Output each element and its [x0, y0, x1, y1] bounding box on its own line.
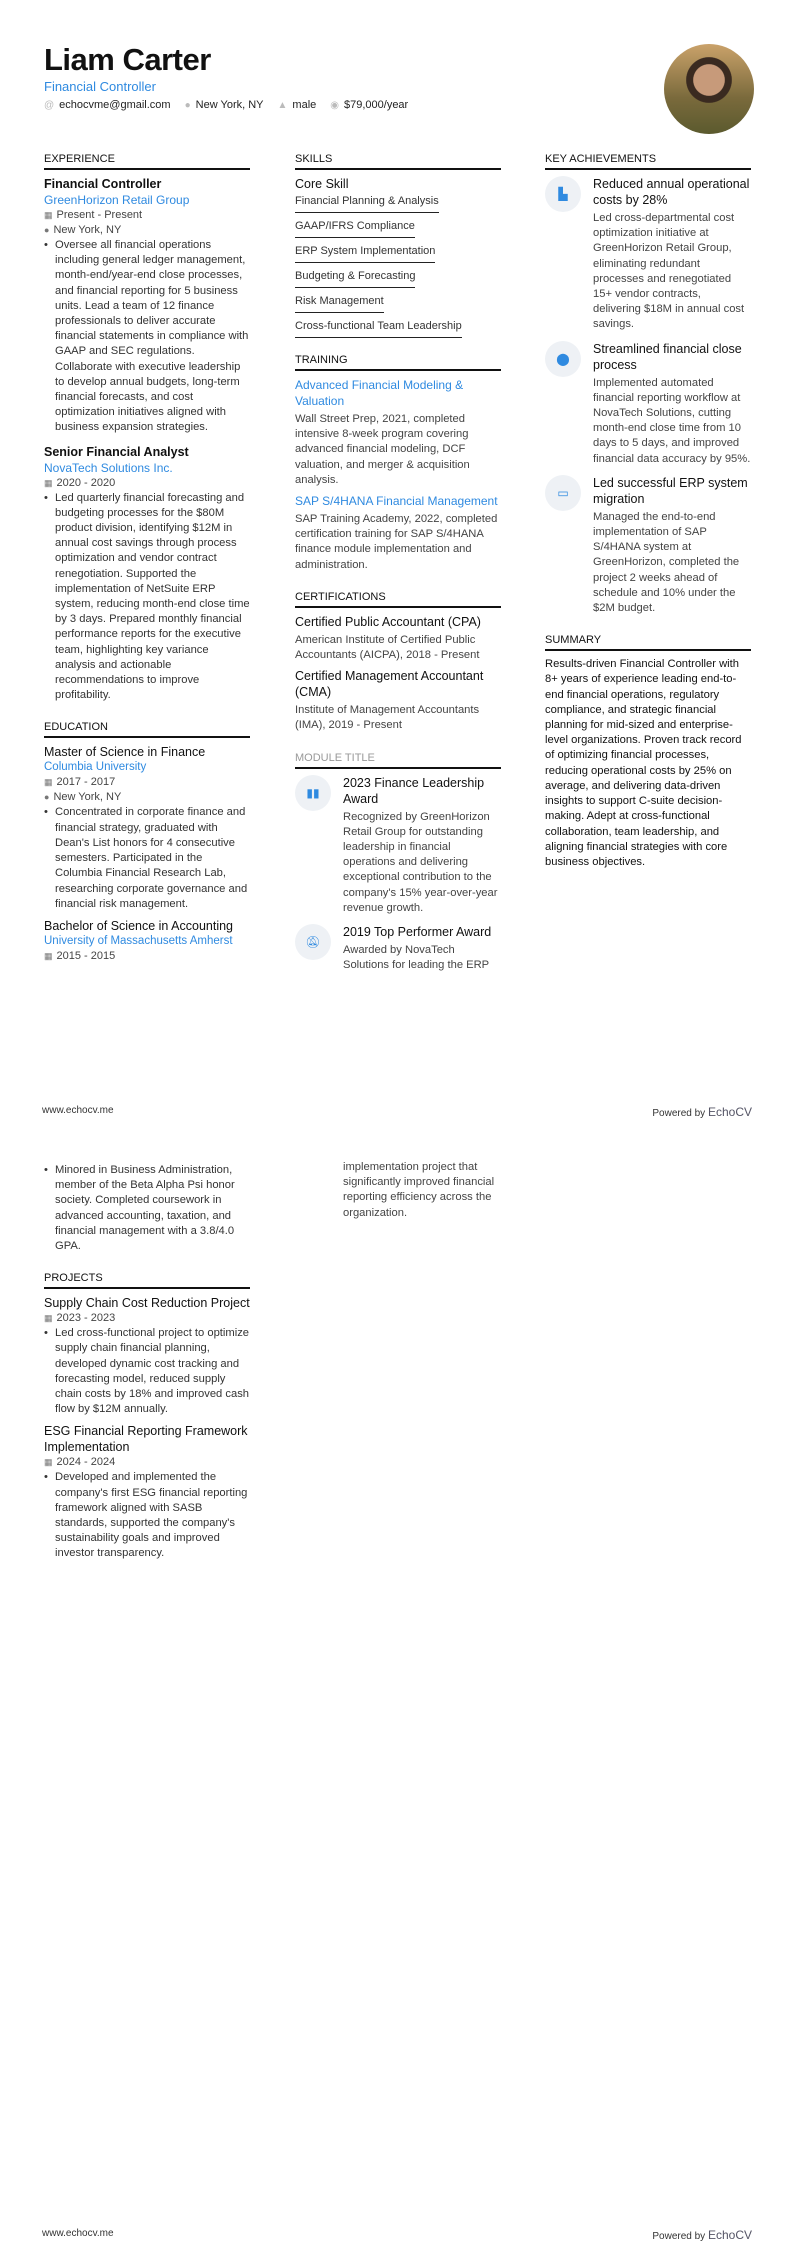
training-title: Advanced Financial Modeling & Valuation: [295, 378, 464, 408]
project-description: • Led cross-functional project to optimize supply chain financial planning, developed dynamic cost tracking and forecasting model, reduced supply chain costs by 18% and improved cash flow by $12M annually.: [44, 1326, 250, 1417]
skill-item: Budgeting & Forecasting: [295, 267, 415, 288]
footer-powered: [652, 1105, 752, 1119]
experience-item: [44, 444, 250, 704]
dates: 2023 - 2023: [56, 1312, 116, 1325]
achievement-title: Reduced annual operational costs by 28%: [593, 177, 750, 207]
skill-group: Core Skill: [295, 177, 349, 191]
calendar-icon: ▦: [44, 1313, 53, 1324]
bell-slash-icon: 🔕︎: [295, 924, 331, 960]
calendar-icon: ▦: [44, 1457, 53, 1468]
calendar-icon: ▦: [44, 477, 53, 488]
school-location: New York, NY: [53, 791, 122, 804]
achievement-description: Implemented automated financial reporting workflow at NovaTech Solutions, cutting month-end close time from 10 days to 5 days, and improved financial data accuracy by 95%.: [593, 376, 751, 465]
project-title: ESG Financial Reporting Framework Implementation: [44, 1424, 248, 1455]
gender: male: [292, 99, 317, 111]
project-item: [44, 1423, 250, 1561]
location-icon: ●: [184, 100, 191, 111]
left-column: [44, 153, 250, 964]
training-title: SAP S/4HANA Financial Management: [295, 494, 498, 509]
left-column: [44, 1163, 250, 1562]
brand-logo[interactable]: EchoCV: [707, 1105, 752, 1119]
right-column: [545, 153, 751, 870]
footer-powered: [652, 2228, 752, 2242]
calendar-icon: ▦: [44, 950, 53, 961]
candidate-role: Financial Controller: [44, 79, 156, 94]
award-title: 2019 Top Performer Award: [343, 925, 492, 940]
certifications-heading: CERTIFICATIONS: [295, 591, 501, 608]
award-item: [295, 924, 501, 973]
education-item: [44, 918, 250, 964]
education-description: • Minored in Business Administration, member of the Beta Alpha Psi honor society. Completed coursework in advanced accounting, taxation, and financial management with a 3.8/4.0 GPA.: [44, 1163, 250, 1254]
achievement-title: Streamlined financial close process: [593, 341, 742, 372]
contact-info: [44, 99, 408, 111]
projects-heading: PROJECTS: [44, 1272, 250, 1289]
skills-heading: SKILLS: [295, 153, 501, 170]
achievements-heading: KEY ACHIEVEMENTS: [545, 153, 751, 170]
award-description-continued: implementation project that significantly improved financial reporting efficiency across the organization.: [343, 1161, 495, 1219]
footer-url[interactable]: www.echocv.me: [42, 1105, 114, 1116]
calendar-icon: ▦: [44, 210, 53, 220]
module-heading: MODULE TITLE: [295, 752, 501, 769]
award-item: [295, 775, 501, 916]
project-title: Supply Chain Cost Reduction Project: [44, 1296, 250, 1311]
powered-by-label: Powered by: [652, 1108, 706, 1119]
salary-icon: ◉: [330, 100, 339, 111]
candidate-name: Liam Carter: [44, 42, 211, 77]
education-heading: EDUCATION: [44, 721, 250, 738]
job-title: Financial Controller: [44, 177, 162, 191]
avatar: [664, 44, 754, 134]
award-title: 2023 Finance Leadership Award: [343, 775, 485, 806]
certification-issuer: Institute of Management Accountants (IMA), 2019 - Present: [295, 704, 480, 732]
powered-by-label: Powered by: [652, 2231, 706, 2242]
email[interactable]: echocvme@gmail.com: [59, 99, 171, 111]
footer-url[interactable]: www.echocv.me: [42, 2228, 114, 2239]
dates: 2024 - 2024: [56, 1456, 116, 1469]
achievement-item: [545, 176, 751, 333]
dates: 2015 - 2015: [56, 949, 116, 962]
degree: Master of Science in Finance: [44, 745, 206, 760]
project-item: [44, 1295, 250, 1417]
document-check-icon: ▙: [545, 176, 581, 212]
achievement-item: [545, 341, 751, 467]
skills-list: [295, 192, 501, 338]
degree: Bachelor of Science in Accounting: [44, 918, 234, 933]
job-description: • Oversee all financial operations including general ledger management, month-end/year-end close processes, and financial reporting for 5 business units. Lead a team of 12 finance professionals to deliver accurate financial statements in compliance with GAAP and SEC regulations. Collaborate with executive leadership to develop annual budgets, long-term financial forecasts, and cost optimization initiatives aligned with business expansion strategies.: [44, 238, 250, 436]
skill-item: Financial Planning & Analysis: [295, 192, 439, 213]
job-description: • Led quarterly financial forecasting and budgeting processes for the $80M product division, identifying $12M in annual cost savings through process optimization and vendor contract renegotiation. Supported the implementation of NetSuite ERP system, reducing month-end close time by 3 days. Prepared monthly financial performance reports for the executive team, highlighting key variance analysis and actionable recommendations to improve profitability.: [44, 491, 250, 704]
training-description: SAP Training Academy, 2022, completed certification training for SAP S/4HANA finance module implementation and administration.: [295, 513, 498, 571]
middle-column: [295, 153, 501, 981]
dates: Present - Present: [56, 209, 143, 221]
education-item: [44, 744, 250, 911]
company: NovaTech Solutions Inc.: [44, 460, 173, 475]
person-icon: ▲: [277, 100, 288, 111]
location: New York, NY: [195, 99, 264, 111]
school: University of Massachusetts Amherst: [44, 934, 233, 947]
summary-text: Results-driven Financial Controller with 8+ years of experience leading end-to-end financial operations, regulatory compliance, and strategic financial planning for mid-sized and enterprise-level organizations. Proven track record of optimizing financial processes, reducing operational costs by 25% on average, and delivering data-driven insights to support C-suite decision-making. Adept at cross-functional collaboration, team leadership, and aligning financial strategies with core business objectives.: [545, 658, 742, 868]
skill-item: Cross-functional Team Leadership: [295, 317, 462, 338]
bar-chart-icon: ▮▮: [295, 775, 331, 811]
experience-item: [44, 176, 250, 436]
achievement-description: Led cross-departmental cost optimization initiative at GreenHorizon Retail Group, eliminating redundant processes and renegotiated 15+ vendor contracts, delivering $18M in annual cost savings.: [593, 212, 745, 331]
dates: 2017 - 2017: [56, 776, 116, 789]
achievement-item: [545, 475, 751, 616]
award-description: Recognized by GreenHorizon Retail Group for outstanding leadership in financial operations and delivering exceptional contribution to the company's 15% year-over-year revenue growth.: [343, 810, 498, 914]
achievement-description: Managed the end-to-end implementation of SAP S/4HANA system at GreenHorizon, completed the project 2 weeks ahead of schedule and 10% under the $2M budget.: [593, 510, 740, 615]
brand-logo[interactable]: EchoCV: [707, 2228, 752, 2242]
calendar-icon: ▦: [44, 777, 53, 788]
award-description: Awarded by NovaTech Solutions for leading the ERP: [343, 944, 490, 972]
school: Columbia University: [44, 761, 147, 774]
company: GreenHorizon Retail Group: [44, 193, 190, 207]
training-heading: TRAINING: [295, 354, 501, 371]
salary: $79,000/year: [344, 99, 409, 111]
experience-heading: EXPERIENCE: [44, 153, 250, 170]
email-icon: @: [44, 100, 55, 111]
skill-item: GAAP/IFRS Compliance: [295, 217, 415, 238]
location-pin-icon: ●: [44, 225, 50, 235]
training-description: Wall Street Prep, 2021, completed intensive 8-week program covering advanced financial modeling, DCF valuation, and merger & acquisition analysis.: [295, 413, 470, 486]
skill-item: ERP System Implementation: [295, 242, 435, 263]
toggle-icon: ▭: [545, 475, 581, 511]
location-pin-icon: ●: [44, 792, 50, 803]
achievement-title: Led successful ERP system migration: [593, 475, 748, 506]
shield-icon: ⬤: [545, 341, 581, 377]
page-2: [0, 1123, 794, 2246]
education-description: • Concentrated in corporate finance and financial strategy, graduated with Dean's List honors for 4 consecutive semesters. Participated in the Columbia Financial Research Lab, researching corporate governance and financial risk management.: [44, 805, 250, 911]
skill-item: Risk Management: [295, 292, 384, 313]
project-description: • Developed and implemented the company's first ESG financial reporting framework aligned with SASB standards, supported the company's sustainability goals and improved investor transparency.: [44, 1470, 250, 1561]
middle-column: [343, 1160, 503, 1221]
summary-heading: SUMMARY: [545, 634, 751, 651]
job-location: New York, NY: [53, 224, 122, 236]
certification-title: Certified Management Accountant (CMA): [295, 669, 484, 700]
job-title: Senior Financial Analyst: [44, 444, 189, 459]
dates: 2020 - 2020: [56, 476, 116, 489]
certification-title: Certified Public Accountant (CPA): [295, 614, 481, 629]
certification-issuer: American Institute of Certified Public Accountants (AICPA), 2018 - Present: [295, 633, 480, 662]
